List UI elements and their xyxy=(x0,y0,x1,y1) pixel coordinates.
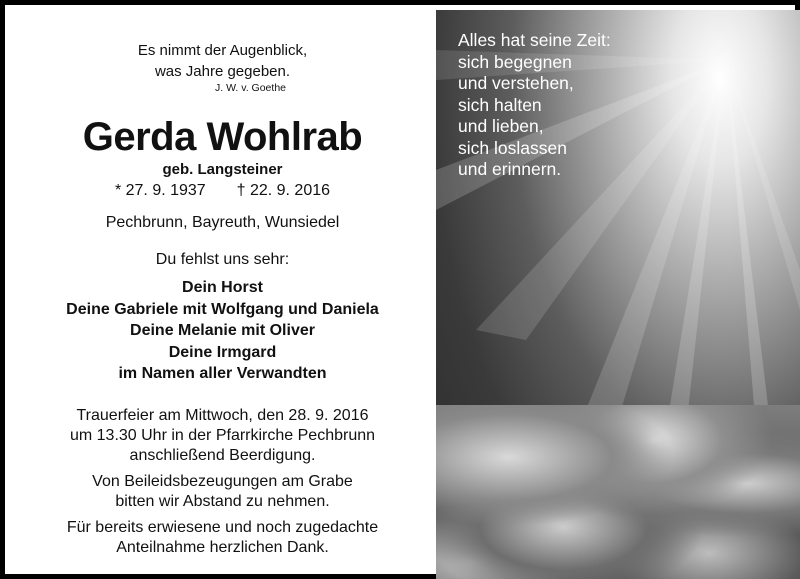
poem-line: Alles hat seine Zeit: xyxy=(458,30,611,50)
life-dates xyxy=(10,182,435,200)
poem-line: sich halten xyxy=(458,94,542,115)
mourner-line: im Namen aller Verwandten xyxy=(118,365,327,382)
poem xyxy=(458,30,611,181)
funeral-notice xyxy=(10,406,435,466)
deceased-name: Gerda Wohlrab xyxy=(82,115,363,159)
mourner-line: Deine Irmgard xyxy=(168,343,277,361)
thanks-notice xyxy=(10,518,435,558)
poem-line: sich begegnen xyxy=(458,51,572,72)
poem-line: sich loslassen xyxy=(458,137,567,158)
clouds xyxy=(436,405,800,579)
notice-line: Anteilnahme herzlichen Dank. xyxy=(116,539,329,556)
quote-author: J. W. v. Goethe xyxy=(215,82,286,94)
mourners-list xyxy=(10,277,435,385)
birth-name: geb. Langsteiner xyxy=(162,161,283,178)
death-date: † 22. 9. 2016 xyxy=(236,182,331,199)
poem-line: und lieben, xyxy=(458,116,544,136)
text-panel xyxy=(10,10,435,579)
birth-date: * 27. 9. 1937 xyxy=(114,182,206,199)
poem-line: und erinnern. xyxy=(458,159,562,179)
notice-line: anschließend Beerdigung. xyxy=(129,447,316,464)
sky-image xyxy=(436,10,800,579)
mourner-line: Dein Horst xyxy=(182,279,263,296)
notice-line: Trauerfeier am Mittwoch, den 28. 9. 2016 xyxy=(76,407,369,424)
mourner-line: Deine Gabriele mit Wolfgang und Daniela xyxy=(66,300,379,318)
light-ray xyxy=(726,60,771,430)
notice-line: um 13.30 Uhr in der Pfarrkirche Pechbrunn xyxy=(69,427,376,444)
notice-line: Von Beileidsbezeugungen am Grabe xyxy=(92,473,353,490)
goethe-quote xyxy=(10,40,435,82)
condolence-notice xyxy=(10,472,435,512)
notice-line: Für bereits erwiesene und noch zugedachte xyxy=(66,519,379,536)
notice-line: bitten wir Abstand zu nehmen. xyxy=(115,493,330,510)
quote-line: Es nimmt der Augenblick, xyxy=(137,42,308,59)
mourners-intro: Du fehlst uns sehr: xyxy=(155,251,290,268)
quote-line: was Jahre gegeben. xyxy=(154,63,291,80)
mourner-line: Deine Melanie mit Oliver xyxy=(130,322,315,339)
places: Pechbrunn, Bayreuth, Wunsiedel xyxy=(105,214,340,231)
poem-line: und verstehen, xyxy=(458,73,574,93)
